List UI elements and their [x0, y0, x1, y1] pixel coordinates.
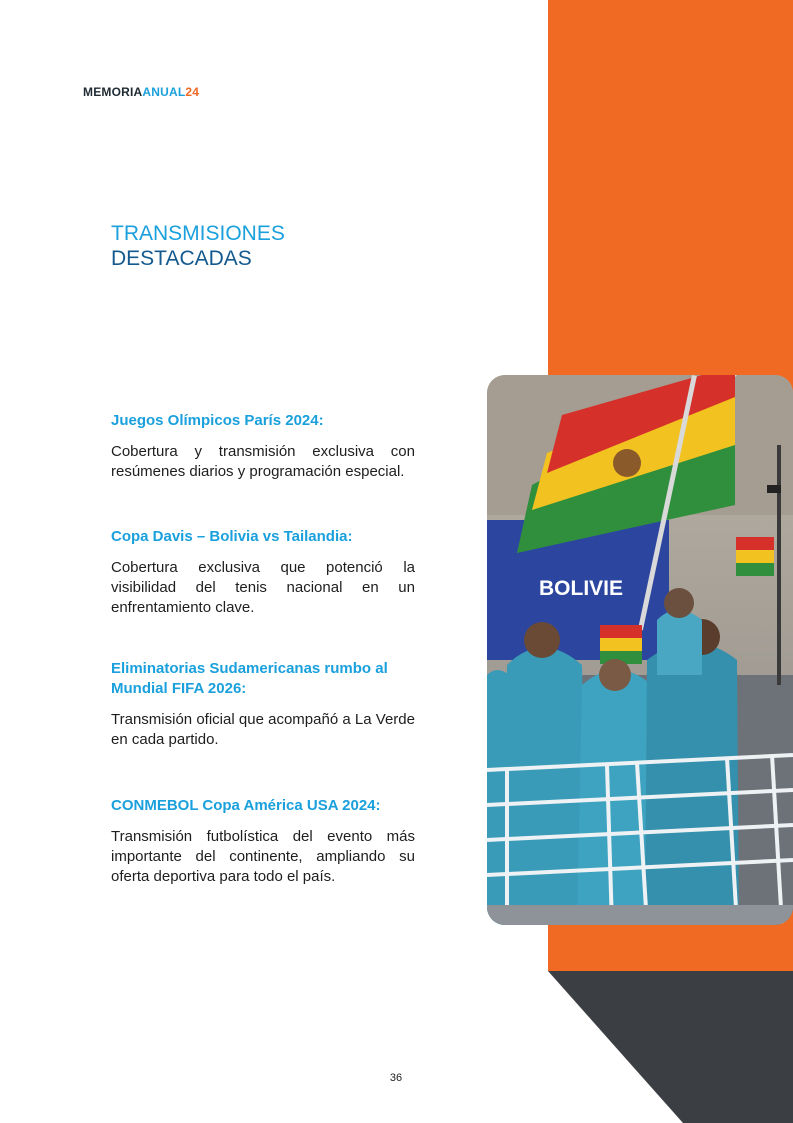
banner-text: BOLIVIE — [539, 577, 624, 600]
section-body: Transmisión oficial que acompañó a La Verde en cada partido. — [111, 711, 415, 748]
section-heading: Eliminatorias Sudamericanas rumbo al Mundial FIFA 2026: — [111, 660, 388, 697]
header-anual: ANUAL — [142, 85, 186, 99]
header-year: 24 — [185, 85, 200, 99]
section-qualifiers — [111, 659, 415, 750]
section-body: Cobertura exclusiva que potenció la visibilidad del tenis nacional en un enfrentamiento clave. — [111, 559, 415, 616]
page-title — [111, 221, 285, 271]
athletes-photo — [487, 375, 793, 925]
section-heading: Copa Davis – Bolivia vs Tailandia: — [111, 528, 353, 545]
title-line-2: DESTACADAS — [111, 247, 252, 270]
section-heading: Juegos Olímpicos París 2024: — [111, 412, 324, 429]
page-number: 36 — [389, 1072, 403, 1084]
section-body: Transmisión futbolística del evento más importante del continente, ampliando su oferta deportiva para todo el país. — [111, 828, 415, 885]
title-line-1: TRANSMISIONES — [111, 222, 285, 245]
report-header — [83, 85, 199, 99]
section-davis-cup — [111, 527, 415, 618]
athletes-photo-illustration — [487, 375, 793, 925]
section-copa-america — [111, 796, 415, 887]
section-body: Cobertura y transmisión exclusiva con resúmenes diarios y programación especial. — [111, 443, 415, 480]
header-memoria: MEMORIA — [83, 85, 143, 99]
section-heading: CONMEBOL Copa América USA 2024: — [111, 797, 381, 814]
section-olympics — [111, 411, 415, 482]
dark-corner-wedge — [548, 971, 793, 1123]
